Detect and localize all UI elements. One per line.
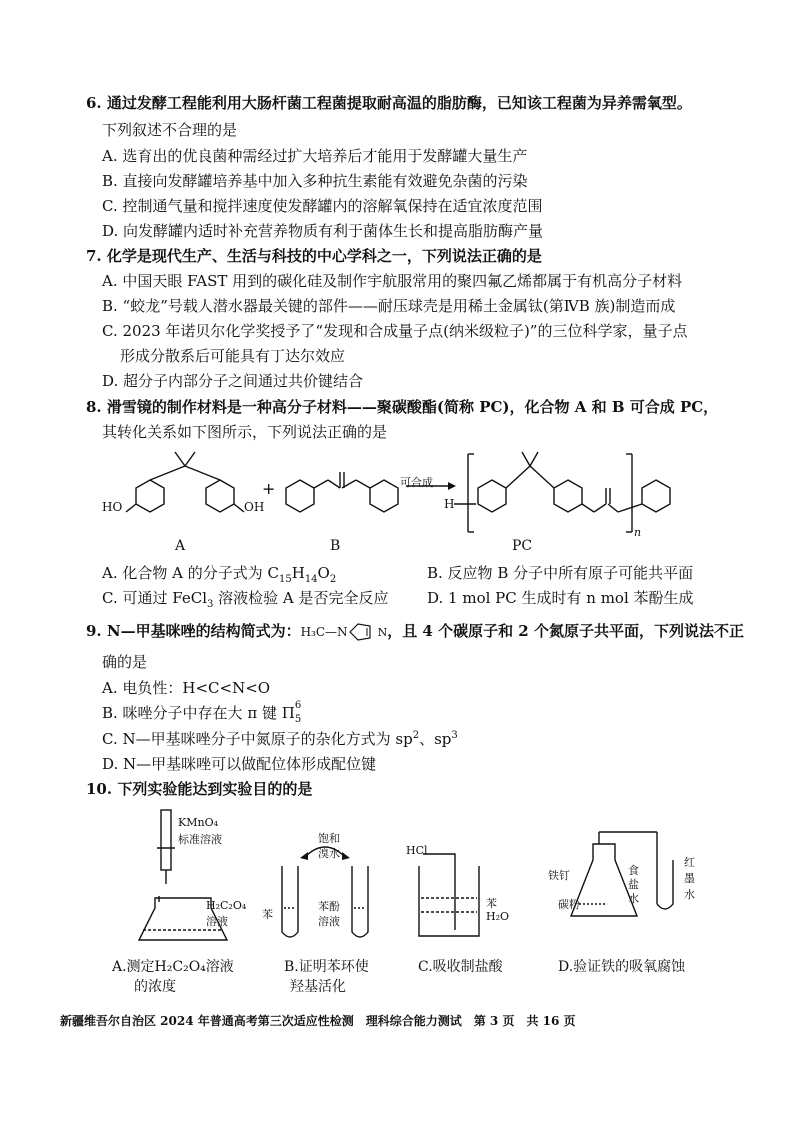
c-hcl: HCl (406, 844, 428, 857)
plus-sign: + (262, 479, 276, 498)
h-end-label: H (444, 497, 455, 511)
q9-option-a: A. 电负性：H<C<N<O (102, 679, 271, 697)
q9-stem-pre: 9. N—甲基咪唑的结构简式为： (86, 622, 301, 640)
q8-a-text: A. 化合物 A 的分子式为 C (102, 564, 279, 582)
q8-a-sub1: 15 (278, 574, 292, 585)
a-caption-1: A.测定H₂C₂O₄溶液 (112, 959, 234, 975)
q10-stem: 10. 下列实验能达到实验目的的是 (86, 780, 313, 798)
q9-option-c (102, 729, 458, 749)
a-caption-2: 的浓度 (134, 979, 176, 995)
q8-stem-2: 其转化关系如下图所示，下列说法正确的是 (102, 423, 388, 441)
q7-option-a: A. 中国天眼 FAST 用到的碳化硅及制作宇航服常用的聚四氟乙烯都属于有机高分子材料 (102, 272, 683, 290)
q9-stem-2: 确的是 (102, 653, 148, 671)
q8-reaction-diagram (90, 448, 770, 558)
q9-stem (86, 621, 744, 643)
q9-c-sup1: 2 (412, 730, 420, 741)
apparatus-a-titration (135, 808, 255, 948)
q8-c-sub: 3 (207, 599, 214, 610)
c-caption: C.吸收制盐酸 (418, 959, 503, 975)
q7-option-d: D. 超分子内部分子之间通过共价键结合 (102, 372, 364, 390)
d-caption: D.验证铁的吸氧腐蚀 (558, 959, 686, 975)
q9-c-mid: 、sp (419, 730, 452, 748)
b-top-2: 溴水 (318, 847, 340, 860)
q6-option-c: C. 控制通气量和搅拌速度使发酵罐内的溶解氧保持在适宜浓度范围 (102, 197, 543, 215)
q6-option-b: B. 直接向发酵罐培养基中加入多种抗生素能有效避免杂菌的污染 (102, 172, 528, 190)
q7-option-c: C. 2023 年诺贝尔化学奖授予了“发现和合成量子点(纳米级粒子)”的三位科学家，量子点 (102, 322, 688, 340)
q6-option-a: A. 选育出的优良菌种需经过扩大培养后才能用于发酵罐大量生产 (102, 147, 528, 165)
imidazole-ring-icon (348, 623, 378, 641)
d-ink-2: 墨 (684, 872, 695, 885)
q6-stem: 6. 通过发酵工程能利用大肠杆菌工程菌提取耐高温的脂肪酶，已知该工程菌为异养需氧型。 (86, 94, 692, 112)
q9-c-text: C. N—甲基咪唑分子中氮原子的杂化方式为 sp (102, 730, 413, 748)
c-water: H₂O (486, 910, 510, 923)
b-caption-1: B.证明苯环使 (284, 959, 369, 975)
q8-a-sub2: 14 (304, 574, 318, 585)
q7-option-b: B. “蛟龙”号载人潜水器最关键的部件——耐压球壳是用稀土金属钛(第ⅣB 族)制造而成 (102, 297, 676, 315)
oh-label: OH (244, 500, 265, 514)
a-reagent-1: KMnO₄ (178, 816, 218, 829)
n-subscript: n (634, 526, 642, 539)
a-flask-2: 溶液 (206, 915, 228, 928)
b-left-label: 苯 (262, 908, 273, 921)
b-right-2: 溶液 (318, 915, 340, 928)
page-footer: 新疆维吾尔自治区 2024 年普通高考第三次适应性检测 理科综合能力测试 第 3 页 共 16 页 (60, 1014, 576, 1028)
a-reagent-2: 标准溶液 (178, 833, 222, 846)
label-pc: PC (512, 538, 533, 554)
q8-option-a (102, 563, 336, 583)
q8-a-o: O (317, 564, 330, 582)
d-nail: 铁钉 (548, 869, 570, 882)
q9-formula: H₃C—N (300, 625, 348, 639)
q8-c-text: C. 可通过 FeCl (102, 589, 207, 607)
q7-option-c-cont: 形成分散系后可能具有丁达尔效应 (120, 347, 346, 365)
b-top-1: 饱和 (318, 832, 340, 845)
label-a: A (175, 538, 186, 554)
q9-b-text: B. 咪唑分子中存在大 π 键 Π (102, 704, 295, 722)
q9-option-d: D. N—甲基咪唑可以做配位体形成配位键 (102, 755, 377, 773)
d-salt-2: 盐 (628, 878, 639, 891)
q9-option-b: B. 咪唑分子中存在大 π 键 Π 6 5 (102, 700, 302, 725)
compound-b-structure (286, 472, 398, 512)
d-ink-1: 红 (684, 856, 695, 869)
q6-stem-2: 下列叙述不合理的是 (102, 121, 238, 139)
q8-c-end: 溶液检验 A 是否完全反应 (213, 589, 389, 607)
b-caption-2: 羟基活化 (290, 979, 346, 995)
q8-option-d: D. 1 mol PC 生成时有 n mol 苯酚生成 (427, 589, 694, 607)
d-salt-3: 水 (628, 892, 639, 905)
b-right-1: 苯酚 (318, 900, 340, 913)
d-salt-1: 食 (628, 864, 639, 877)
c-benzene: 苯 (486, 897, 497, 910)
label-b: B (330, 538, 341, 554)
q8-option-c (102, 588, 389, 608)
q9-stem-post: ，且 4 个碳原子和 2 个氮原子共平面，下列说法不正 (387, 622, 744, 640)
d-carbon: 碳粉 (558, 898, 580, 911)
q9-n: N (377, 626, 388, 639)
d-ink-3: 水 (684, 888, 695, 901)
pc-structure (454, 452, 670, 532)
arrow-text: 可合成 (400, 476, 433, 489)
compound-a-structure (126, 452, 244, 512)
q9-c-sup2: 3 (451, 730, 458, 741)
q8-a-sub3: 2 (329, 574, 337, 585)
q7-stem: 7. 化学是现代生产、生活与科技的中心学科之一，下列说法正确的是 (86, 247, 542, 265)
a-flask-1: H₂C₂O₄ (206, 899, 247, 912)
q6-option-d: D. 向发酵罐内适时补充营养物质有利于菌体生长和提高脂肪酶产量 (102, 222, 544, 240)
q8-stem: 8. 滑雪镜的制作材料是一种高分子材料——聚碳酸酯(简称 PC)，化合物 A 和 B 可合成 PC， (86, 398, 719, 416)
q8-a-h: H (291, 564, 305, 582)
q8-option-b: B. 反应物 B 分子中所有原子可能共平面 (427, 564, 694, 582)
ho-label: HO (102, 500, 123, 514)
